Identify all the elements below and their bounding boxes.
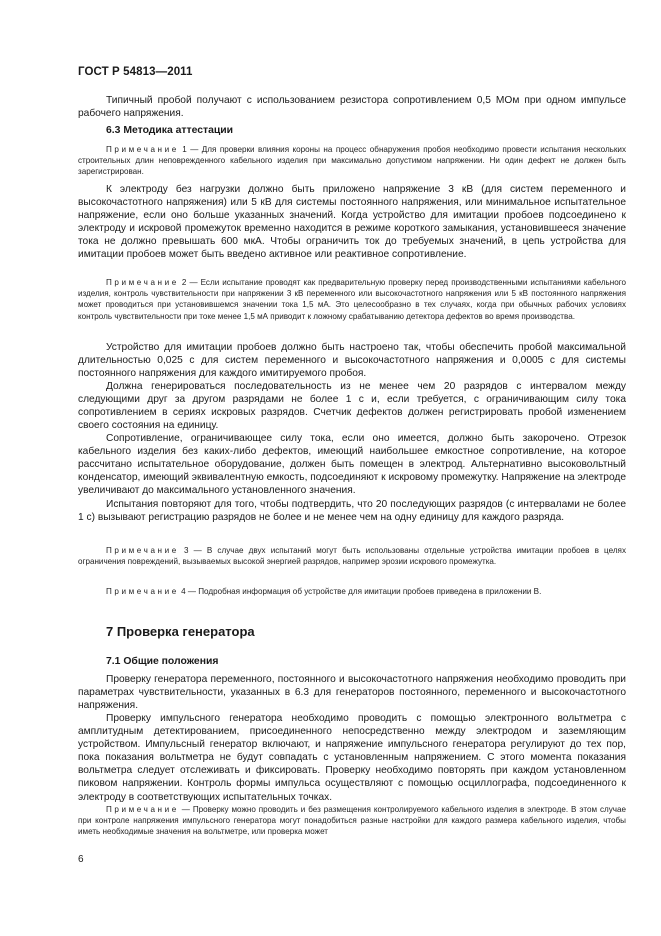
note-4 — [78, 586, 626, 597]
paragraph-discharge-sequence — [78, 380, 626, 432]
paragraph-text: Проверку генератора переменного, постоянного и высокочастотного напряжения необходимо проводить при параметрах чувствительности, указанных в 6.3 для генераторов постоянного, переменного и высокочастотного напряжения. — [78, 674, 626, 712]
paragraph-typical-breakdown — [78, 94, 626, 120]
note-label: Примечание — [106, 546, 179, 555]
note-label: Примечание — [106, 805, 179, 814]
document-header: ГОСТ Р 54813—2011 — [78, 66, 193, 78]
paragraph-repeat-tests — [78, 498, 626, 524]
note-text: — Проверку можно проводить и без размещения контролируемого кабельного изделия в электроде. В этом случае при контроле напряжения импульсного генератора могут понадобиться разные настройки для каждого размера кабельного изделия, чтобы иметь необходимые значения на вольтметре, или проверка может — [78, 805, 626, 837]
note-1 — [78, 144, 626, 178]
paragraph-generator-check — [78, 673, 626, 712]
paragraph-resistance — [78, 432, 626, 497]
note-label: Примечание — [106, 278, 179, 287]
section-7-heading-block — [78, 624, 626, 639]
note-3 — [78, 545, 626, 567]
note-text: 1 — Для проверки влияния короны на процесс обнаружения пробоя необходимо провести испытания нескольких строительных длин неповрежденного кабельного изделия при максимально допустимом напряжении. Ни один дефект не должен быть зарегистрирован. — [78, 145, 626, 177]
note-5 — [78, 804, 626, 838]
section-heading: 7 Проверка генератора — [106, 624, 255, 639]
paragraph-text: Типичный пробой получают с использованием резистора сопротивлением 0,5 МОм при одном импульсе рабочего напряжения. — [78, 95, 626, 120]
paragraph-text: Сопротивление, ограничивающее силу тока, если оно имеется, должно быть закорочено. Отрезок кабельного изделия без каких-либо дефектов, имеющий наибольшее емкостное сопротивление, на которое рассчитано испытательное оборудование, должен быть помещен в электрод. Альтернативно высоковольтный конденсатор, имеющий эквивалентную емкость, подсоединяют к искровому промежутку. Напряжение на электроде увеличивают до максимального установленного значения. — [78, 433, 626, 497]
paragraph-device-setup — [78, 341, 626, 380]
note-text: 4 — Подробная информация об устройстве для имитации пробоев приведена в приложении В. — [178, 587, 542, 596]
note-2 — [78, 277, 626, 322]
section-7-1-heading-block — [78, 656, 626, 667]
section-6-3-heading-block — [78, 125, 626, 136]
paragraph-impulse-generator — [78, 712, 626, 804]
paragraph-text: Должна генерироваться последовательность из не менее чем 20 разрядов с интервалом между следующими друг за другом разрядами не более 1 с и, если требуется, с ограничивающим силу тока сопротивлением в сериях искровых разрядов. Счетчик дефектов должен регистрировать пробой изменением своего состояния на единицу. — [78, 381, 626, 432]
page-number: 6 — [78, 854, 84, 865]
paragraph-text: Устройство для имитации пробоев должно быть настроено так, чтобы обеспечить пробой максимальной длительностью 0,025 с для систем переменного и высокочастотного напряжения и 0,0005 с для системы постоянного напряжения для каждого имитируемого пробоя. — [78, 342, 626, 380]
note-label: Примечание — [106, 587, 179, 596]
paragraph-text: К электроду без нагрузки должно быть приложено напряжение 3 кВ (для систем переменного и высокочастотного напряжения) или 5 кВ для системы постоянного напряжения, или минимальное испытательное напряжение, если оно больше указанных значений. Когда устройство для имитации пробоев подсоединено к электроду и искровой промежуток временно находится в режиме короткого замыкания, установившееся значение тока не должно превышать 600 мкА. Чтобы ограничить ток до требуемых значений, в цепь устройства для имитации пробоев может быть введено активное или реактивное сопротивление. — [78, 184, 626, 261]
note-text: 2 — Если испытание проводят как предварительную проверку перед производственными испытаниями кабельного изделия, контроль чувствительности при напряжении 3 кВ переменного или высокочастотного напряжения или 5 кВ постоянного напряжения может проводиться при установившемся значении тока 1,5 мА. Это целесообразно в тех случаях, когда при обычных рабочих условиях контроль чувствительности при токе менее 1,5 мА приводит к ложному срабатыванию детектора дефектов во время производства. — [78, 278, 626, 321]
section-heading: 7.1 Общие положения — [106, 656, 219, 667]
paragraph-electrode-voltage — [78, 183, 626, 262]
note-text: 3 — В случае двух испытаний могут быть использованы отдельные устройства имитации пробоев в целях ограничения повреждений, вызываемых высокой энергией разрядов, например эрозии искрового промежутка. — [78, 546, 626, 567]
paragraph-text: Проверку импульсного генератора необходимо проводить с помощью электронного вольтметра с амплитудным детектированием, присоединенного непосредственно между электродом и заземляющим устройством. Импульсный генератор включают, и напряжение импульсного генератора регулируют до тех пор, пока показания вольтметра не будут совпадать с установленным напряжением. С этого момента показания вольтметра следует отслеживать и фиксировать. Проверку необходимо повторять при каждом установленном пиковом напряжении. Контроль формы импульса осуществляют с помощью осциллографа, подсоединенного к электроду в соответствующих испытательных точках. — [78, 713, 626, 803]
section-heading: 6.3 Методика аттестации — [106, 125, 234, 136]
note-label: Примечание — [106, 145, 179, 154]
paragraph-text: Испытания повторяют для того, чтобы подтвердить, что 20 последующих разрядов (с интервалами не более 1 с) вызывают регистрацию разрядов не более и не менее чем на одну единицу для каждого разряда. — [78, 499, 626, 524]
